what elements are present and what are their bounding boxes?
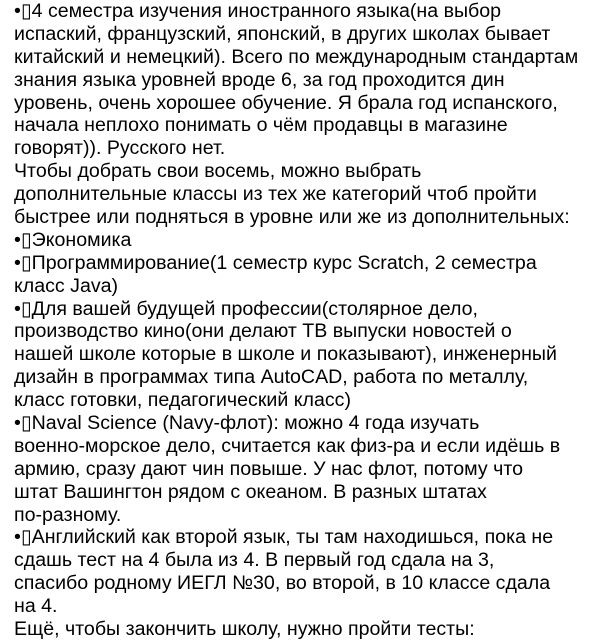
text-line-9: дополнительные классы из тех же категорий чтоб пройти [14,183,537,206]
text-line-8: Чтобы добрать свои восемь, можно выбрать [14,160,422,183]
text-line-25: сдашь тест на 4 была из 4. В первый год сдала на 3, [14,549,495,572]
text-line-22: штат Вашингтон рядом с океаном. В разных штатах [14,480,487,503]
text-line-16: нашей школе которые в школе и показывают), инженерный [14,343,557,366]
text-line-26: спасибо родному ИЕГЛ №30, во второй, в 10 классе сдала [14,572,551,595]
text-line-4: знания языка уровней вроде 6, за год проходится дин [14,68,505,91]
text-line-7: говорят)). Русского нет. [14,137,226,160]
text-line-5: уровень, очень хорошее обучение. Я брала год испанского, [14,91,558,114]
text-line-3: китайский и немецкий). Всего по международным стандартам [14,45,579,68]
text-line-11: •▯Экономика [14,228,132,251]
text-line-6: начала неплохо понимать о чём продавцы в магазине [14,114,508,137]
text-line-17: дизайн в программах типа AutoCAD, работа по металлу, [14,366,529,389]
text-line-19: •▯Naval Science (Navy-флот): можно 4 года изучать [14,412,480,435]
text-line-14: •▯Для вашей будущей профессии(столярное дело, [14,297,478,320]
text-line-20: военно-морское дело, считается как физ-ра и если идёшь в [14,434,561,457]
text-line-1: •▯4 семестра изучения иностранного языка(на выбор [14,0,502,22]
text-line-2: испаский, французский, японский, в других школах бывает [14,22,551,45]
text-line-23: по-разному. [14,503,122,526]
text-line-13: класс Java) [14,274,119,297]
document-text [14,0,596,641]
text-line-24: •▯Английский как второй язык, ты там находишься, пока не [14,526,554,549]
text-line-10: быстрее или подняться в уровне или же из дополнительных: [14,206,570,229]
text-line-28: Ещё, чтобы закончить школу, нужно пройти тесты: [14,618,475,641]
text-line-27: на 4. [14,595,58,618]
text-line-12: •▯Программирование(1 семестр курс Scratch, 2 семестра [14,251,537,274]
text-line-18: класс готовки, педагогический класс) [14,389,351,412]
text-line-21: армию, сразу дают чин повыше. У нас флот, потому что [14,457,523,480]
text-line-15: производство кино(они делают ТВ выпуски новостей о [14,320,512,343]
